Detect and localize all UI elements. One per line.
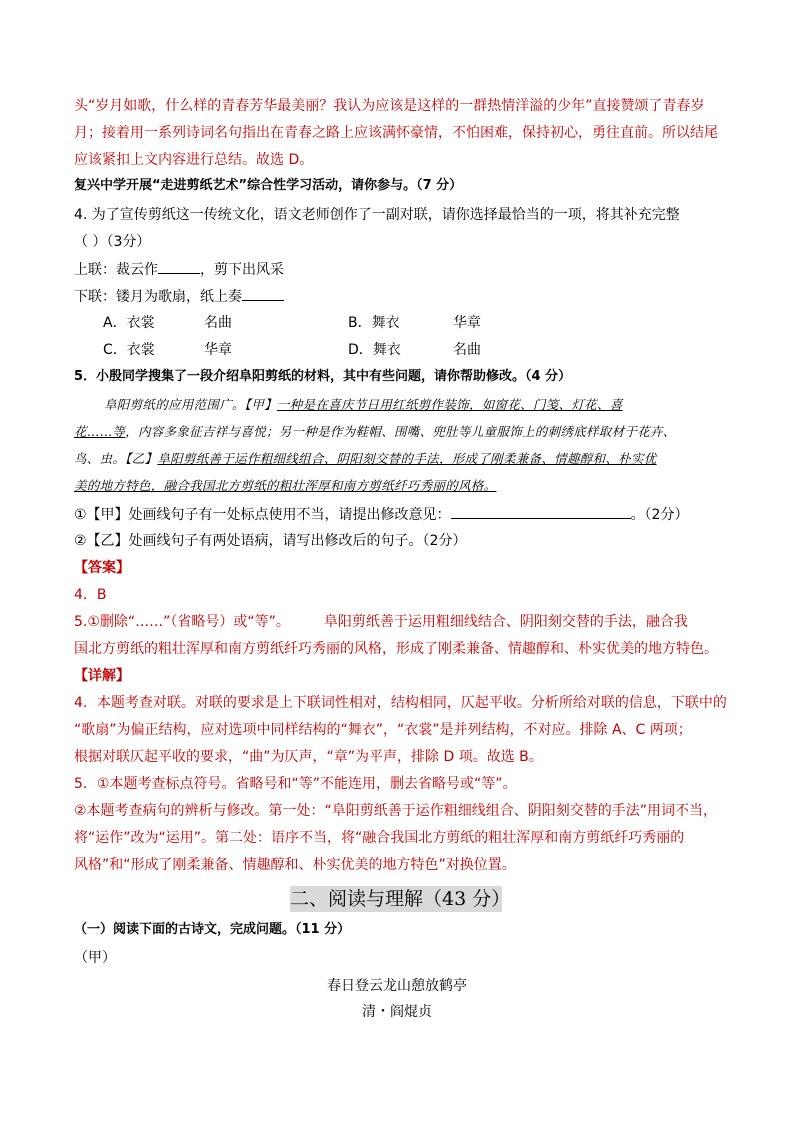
- couplet-upper-prefix: 上联：裁云作: [74, 262, 158, 278]
- detail-q5-line-1: 5．①本题考查标点符号。省略号和“等”不能连用，删去省略号或“等”。: [74, 776, 517, 792]
- detail-heading: 【详解】: [74, 668, 130, 684]
- passage-jia-underline-b: 花……等: [74, 424, 126, 439]
- q4-answer-paren: （ ）（3分）: [74, 234, 151, 250]
- couplet-lower-blank[interactable]: [242, 286, 284, 301]
- option-c-label[interactable]: C．衣裳: [103, 342, 155, 358]
- passage-line-3-plain: 鸟、虫。【乙】: [74, 451, 158, 466]
- prev-explanation-line-2: 月；接着用一系列诗词名句指出在青春之路上应该满怀豪情，不怕困难，保持初心，勇往直前。所以结尾: [74, 125, 718, 141]
- q5-sub1: [74, 504, 688, 525]
- q5-sub1-prefix: ①【甲】处画线句子有一处标点使用不当，请提出修改意见：: [74, 507, 451, 523]
- detail-q5-line-4: 风格”和“形成了刚柔兼备、情趣醇和、朴实优美的地方特色”对换位置。: [74, 857, 516, 873]
- detail-q5-line-3: 将“运作”改为“运用”。第二处：语序不当，将“融合我国北方剪纸的粗壮浑厚和南方剪纸纤巧秀丽的: [74, 830, 685, 846]
- q5-sub1-suffix: 。（2分）: [630, 507, 689, 523]
- passage-line-3: [74, 449, 657, 469]
- answer-q5-line-2: 国北方剪纸的粗壮浑厚和南方剪纸纤巧秀丽的风格，形成了刚柔兼备、情趣醇和、朴实优美的地方特色。: [74, 641, 718, 657]
- passage-yi-underline-a: 阜阳剪纸善于运作粗细线组合、阴阳刻交替的手法，形成了刚柔兼备、情趣醇和、朴实优: [157, 451, 657, 466]
- option-d-word: 名曲: [453, 342, 481, 358]
- answer-q5-line-1: [74, 612, 688, 632]
- q5-sub2: ②【乙】处画线句子有两处语病，请写出修改后的句子。（2分）: [74, 533, 467, 549]
- option-d-label[interactable]: D．舞衣: [348, 342, 401, 358]
- passage-yi-underline-b: 美的地方特色，融合我国北方剪纸的粗壮浑厚和南方剪纸纤巧秀丽的风格。: [74, 478, 497, 493]
- detail-q5-line-2: ②本题考查病句的辨析与修改。第一处：“阜阳剪纸善于运作粗细线组合、阴阳刻交替的手法”用词不当，: [74, 803, 718, 819]
- couplet-upper: [74, 259, 284, 280]
- poem-jia-label: （甲）: [74, 950, 116, 966]
- poem-title: 春日登云龙山憩放鹤亭: [327, 978, 467, 994]
- prev-explanation-line-1: 头“岁月如歌，什么样的青春芳华最美丽？我认为应该是这样的一群热情洋溢的少年”直接赞颂了青春岁: [74, 98, 705, 114]
- option-c-word: 华章: [204, 342, 232, 358]
- couplet-lower: [74, 286, 284, 307]
- section-title: 二、阅读与理解（43 分）: [290, 888, 511, 910]
- answer-heading: 【答案】: [74, 560, 130, 576]
- option-b-label[interactable]: B．舞衣: [348, 315, 400, 331]
- poem-author: 清・阎焜贞: [362, 1004, 432, 1020]
- option-a-word: 名曲: [204, 315, 232, 331]
- passage-line-1-plain: 阜阳剪纸的应用范围广。【甲】: [104, 397, 277, 412]
- answer-q5-part1: 5.①删除“……”（省略号）或“等”。: [74, 614, 290, 630]
- q5-sub1-blank[interactable]: [451, 504, 631, 519]
- passage-line-4: [74, 476, 496, 496]
- part1-heading: （一）阅读下面的古诗文，完成问题。（11 分）: [74, 922, 351, 937]
- q4-stem: 4. 为了宣传剪纸这一传统文化，语文老师创作了一副对联，请你选择最恰当的一项，将其补充完整: [74, 207, 680, 223]
- answer-q5-part2: 阜阳剪纸善于运用粗细线结合、阴阳刻交替的手法，融合我: [323, 614, 688, 630]
- detail-q4-line-3: 根据对联仄起平收的要求，“曲”为仄声，“章”为平声，排除 D 项。故选 B。: [74, 749, 543, 765]
- q5-stem: 5．小殷同学搜集了一段介绍阜阳剪纸的材料，其中有些问题，请你帮助修改。（4 分）: [74, 369, 572, 384]
- couplet-lower-prefix: 下联：镂月为歌扇，纸上奏: [74, 289, 242, 305]
- answer-q4: 4．B: [74, 587, 107, 603]
- option-a-label[interactable]: A．衣裳: [103, 315, 155, 331]
- prev-explanation-line-3: 应该紧扣上文内容进行总结。故选 D。: [74, 152, 314, 168]
- passage-line-1: [104, 395, 623, 415]
- couplet-upper-blank[interactable]: [158, 259, 200, 274]
- detail-q4-line-1: 4．本题考查对联。对联的要求是上下联词性相对，结构相同，仄起平收。分析所给对联的信息，下联中的: [74, 695, 727, 711]
- passage-line-2-plain: ，内容多象征吉祥与喜悦；另一种是作为鞋帽、围嘴、兜肚等儿童服饰上的刺绣底样取材于花卉、: [125, 424, 676, 439]
- activity-intro: 复兴中学开展“走进剪纸艺术”综合性学习活动，请你参与。（7 分）: [74, 178, 463, 193]
- couplet-upper-suffix: ，剪下出风采: [200, 262, 284, 278]
- passage-line-2: [74, 422, 676, 442]
- detail-q4-line-2: “歌扇”为偏正结构，应对选项中同样结构的“舞衣”，“衣裳”是并列结构，不对应。排除 A、C 两项；: [74, 722, 692, 738]
- passage-jia-underline-a: 一种是在喜庆节日用红纸剪作装饰，如窗花、门笺、灯花、喜: [276, 397, 623, 412]
- option-b-word: 华章: [453, 315, 481, 331]
